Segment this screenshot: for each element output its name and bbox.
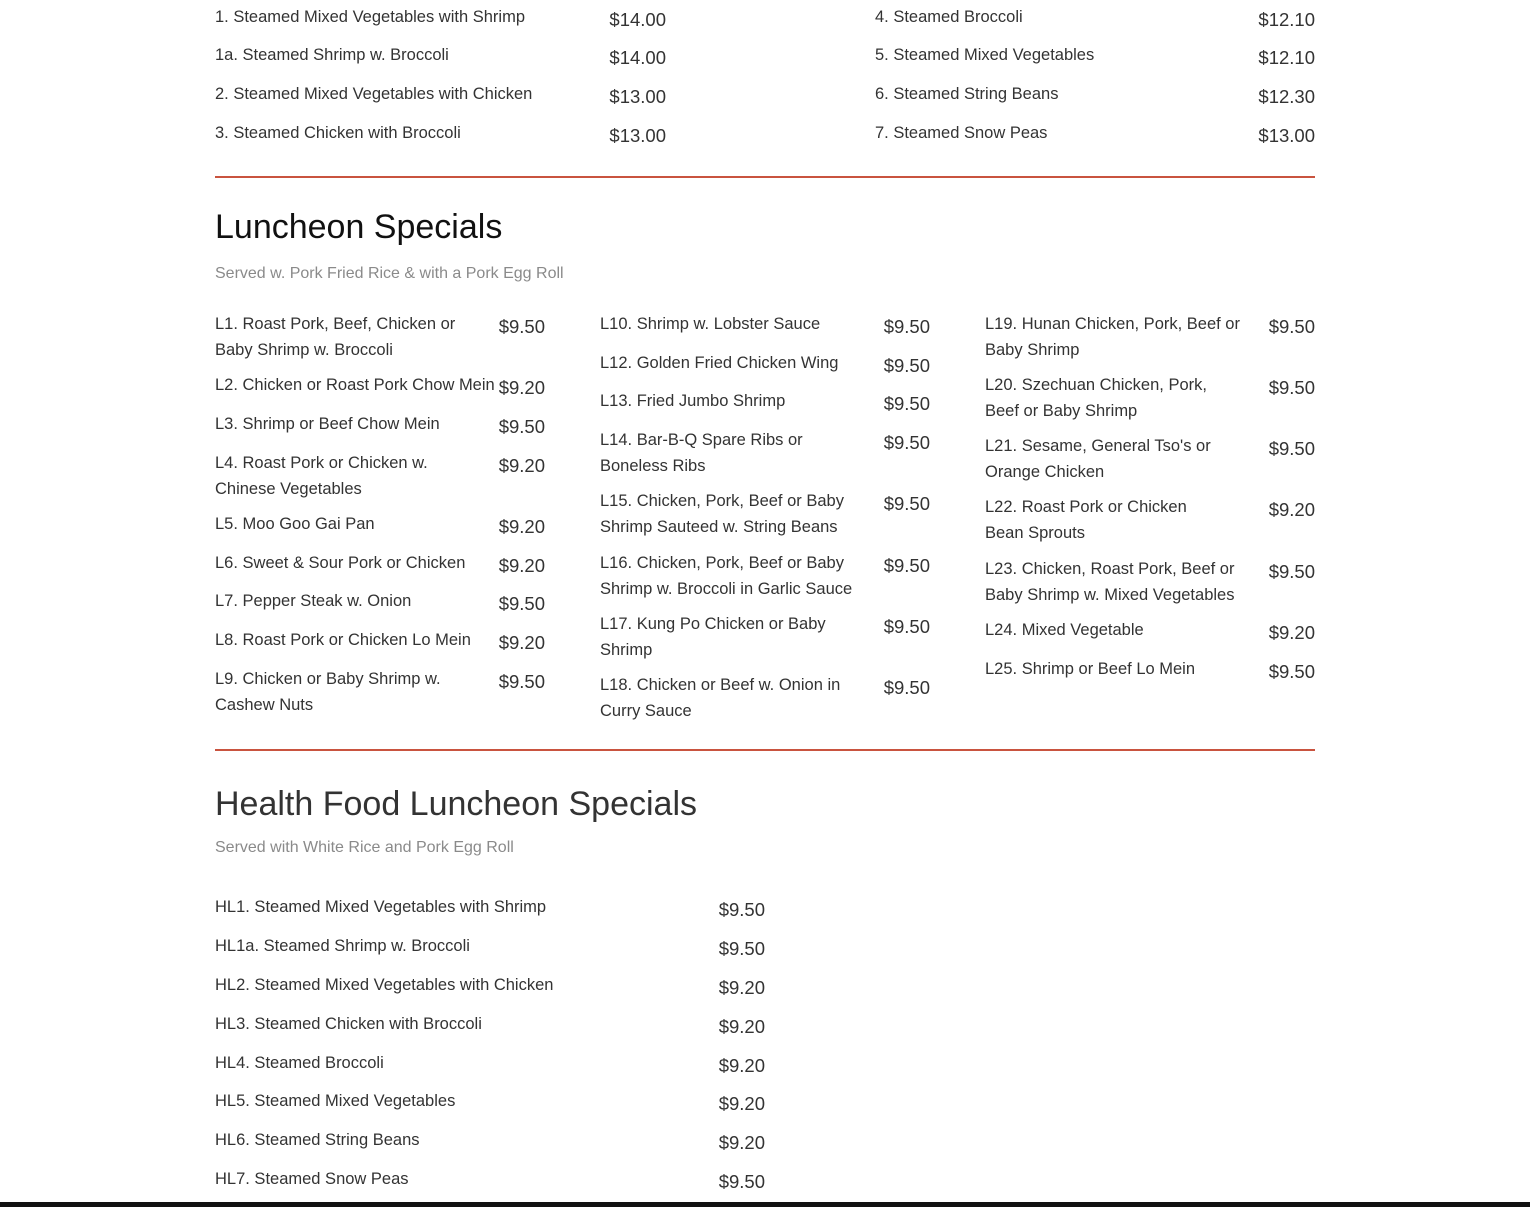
menu-item-name: HL7. Steamed Snow Peas (215, 1170, 409, 1188)
menu-item-name: L8. Roast Pork or Chicken Lo Mein (215, 631, 471, 649)
menu-item-name: L2. Chicken or Roast Pork Chow Mein (215, 376, 495, 394)
section-title-luncheon: Luncheon Specials (215, 208, 503, 246)
menu-item-price: $13.00 (1258, 125, 1315, 146)
menu-item-price: $9.50 (718, 899, 765, 920)
menu-item-price: $9.50 (883, 316, 930, 337)
menu-item-price: $9.50 (498, 671, 545, 692)
menu-item-name: 7. Steamed Snow Peas (875, 124, 1048, 142)
menu-item-price: $9.50 (718, 938, 765, 959)
menu-item-price: $9.20 (498, 555, 545, 576)
menu-item-name: 3. Steamed Chicken with Broccoli (215, 124, 461, 142)
menu-item-name: L5. Moo Goo Gai Pan (215, 515, 375, 533)
menu-item-name: L6. Sweet & Sour Pork or Chicken (215, 554, 466, 572)
menu-item-price: $9.50 (883, 616, 930, 637)
menu-item-name: L18. Chicken or Beef w. Onion in Curry Sauce (600, 676, 841, 720)
menu-item-name: L24. Mixed Vegetable (985, 621, 1144, 639)
menu-item-price: $9.50 (1268, 438, 1315, 459)
menu-item-name: L14. Bar-B-Q Spare Ribs or Boneless Ribs (600, 431, 803, 475)
menu-item-price: $9.20 (718, 977, 765, 998)
menu-item-name: HL4. Steamed Broccoli (215, 1054, 384, 1072)
menu-item-price: $9.50 (498, 416, 545, 437)
menu-item-price: $9.20 (498, 516, 545, 537)
menu-item-name: L21. Sesame, General Tso's or Orange Chicken (985, 437, 1211, 481)
menu-item-name: L23. Chicken, Roast Pork, Beef or Baby Shrimp w. Mixed Vegetables (985, 560, 1235, 604)
menu-item-name: L3. Shrimp or Beef Chow Mein (215, 415, 440, 433)
menu-item-name: 2. Steamed Mixed Vegetables with Chicken (215, 85, 533, 103)
menu-item-name: HL6. Steamed String Beans (215, 1131, 420, 1149)
menu-item-name: HL1. Steamed Mixed Vegetables with Shrimp (215, 898, 547, 916)
menu-item-price: $9.50 (883, 393, 930, 414)
menu-item-price: $9.50 (883, 555, 930, 576)
menu-item-name: 5. Steamed Mixed Vegetables (875, 46, 1095, 64)
section-divider (215, 176, 1315, 178)
menu-item-name: L12. Golden Fried Chicken Wing (600, 354, 839, 372)
menu-item-price: $9.20 (718, 1055, 765, 1076)
menu-item-name: L10. Shrimp w. Lobster Sauce (600, 315, 821, 333)
menu-item-price: $9.20 (498, 455, 545, 476)
menu-item-price: $12.30 (1258, 86, 1315, 107)
menu-item-price: $9.20 (718, 1016, 765, 1037)
menu-item-price: $9.20 (1268, 499, 1315, 520)
menu-item-price: $9.50 (718, 1171, 765, 1192)
menu-item-name: L22. Roast Pork or Chicken Bean Sprouts (985, 498, 1187, 542)
menu-item-name: L9. Chicken or Baby Shrimp w. Cashew Nuts (215, 670, 441, 714)
menu-item-price: $9.50 (883, 355, 930, 376)
menu-item-price: $9.20 (498, 632, 545, 653)
menu-item-price: $9.50 (1268, 561, 1315, 582)
menu-item-name: L7. Pepper Steak w. Onion (215, 592, 412, 610)
menu-item-name: L20. Szechuan Chicken, Pork, Beef or Baby Shrimp (985, 376, 1207, 420)
menu-item-name: HL3. Steamed Chicken with Broccoli (215, 1015, 482, 1033)
section-divider (215, 749, 1315, 751)
menu-item-price: $9.20 (718, 1093, 765, 1114)
menu-item-name: L16. Chicken, Pork, Beef or Baby Shrimp w. Broccoli in Garlic Sauce (600, 554, 853, 598)
menu-item-price: $9.50 (498, 593, 545, 614)
menu-item-price: $9.50 (883, 493, 930, 514)
menu-item-price: $9.50 (883, 432, 930, 453)
menu-item-name: 6. Steamed String Beans (875, 85, 1059, 103)
menu-item-name: 4. Steamed Broccoli (875, 8, 1023, 26)
menu-item-name: HL5. Steamed Mixed Vegetables (215, 1092, 456, 1110)
menu-item-name: 1. Steamed Mixed Vegetables with Shrimp (215, 8, 525, 26)
section-subtitle-health: Served with White Rice and Pork Egg Roll (215, 839, 514, 856)
menu-item-name: L4. Roast Pork or Chicken w. Chinese Vegetables (215, 454, 428, 498)
menu-item-price: $9.50 (1268, 316, 1315, 337)
menu-item-price: $9.50 (498, 316, 545, 337)
menu-item-price: $14.00 (609, 47, 666, 68)
menu-item-price: $9.20 (498, 377, 545, 398)
menu-item-price: $13.00 (609, 125, 666, 146)
menu-item-name: L13. Fried Jumbo Shrimp (600, 392, 786, 410)
menu-item-price: $9.20 (718, 1132, 765, 1153)
menu-item-name: HL1a. Steamed Shrimp w. Broccoli (215, 937, 470, 955)
menu-item-price: $9.50 (1268, 661, 1315, 682)
menu-item-price: $9.20 (1268, 622, 1315, 643)
menu-item-name: L15. Chicken, Pork, Beef or Baby Shrimp Sauteed w. String Beans (600, 492, 844, 536)
page-bottom-edge (0, 1202, 1530, 1207)
menu-item-price: $12.10 (1258, 47, 1315, 68)
menu-item-name: L17. Kung Po Chicken or Baby Shrimp (600, 615, 826, 659)
menu-item-price: $13.00 (609, 86, 666, 107)
menu-item-name: 1a. Steamed Shrimp w. Broccoli (215, 46, 449, 64)
section-title-health: Health Food Luncheon Specials (215, 785, 697, 823)
menu-item-price: $9.50 (883, 677, 930, 698)
menu-item-name: L25. Shrimp or Beef Lo Mein (985, 660, 1196, 678)
menu-item-price: $12.10 (1258, 9, 1315, 30)
section-subtitle-luncheon: Served w. Pork Fried Rice & with a Pork Egg Roll (215, 265, 564, 282)
menu-item-name: L19. Hunan Chicken, Pork, Beef or Baby Shrimp (985, 315, 1240, 359)
menu-item-price: $14.00 (609, 9, 666, 30)
menu-item-price: $9.50 (1268, 377, 1315, 398)
menu-item-name: L1. Roast Pork, Beef, Chicken or Baby Shrimp w. Broccoli (215, 315, 456, 359)
menu-item-name: HL2. Steamed Mixed Vegetables with Chicken (215, 976, 554, 994)
